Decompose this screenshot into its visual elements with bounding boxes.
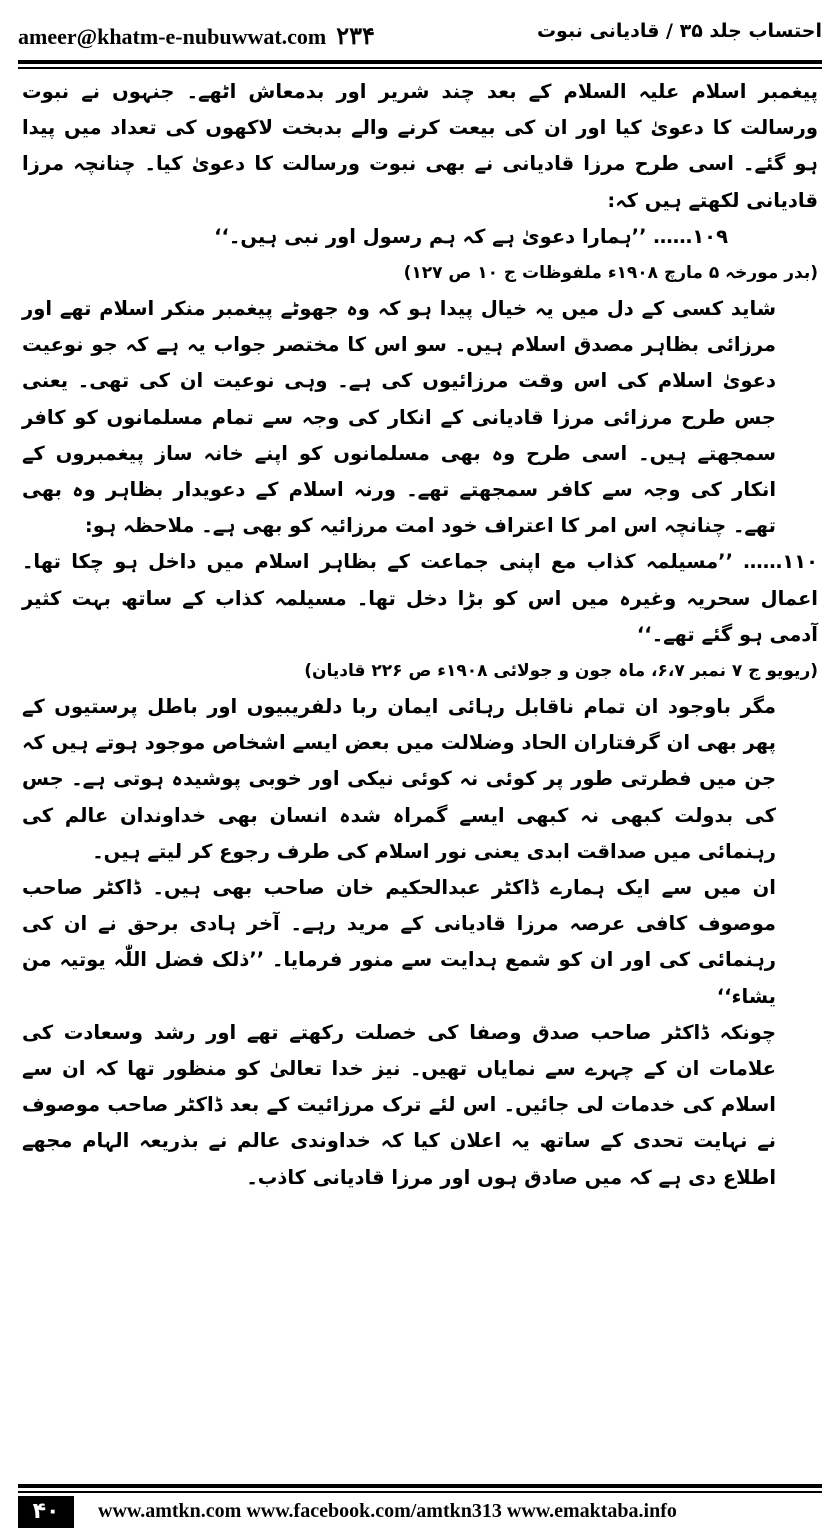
reference-1: (بدر مورخہ ۵ مارچ ۱۹۰۸ء ملفوظات ج ۱۰ ص ۱۲۷) (403, 263, 818, 284)
page-body (22, 74, 818, 1196)
header-rule-thin (18, 67, 822, 69)
footer-page-badge: ۴۰ (18, 1496, 74, 1528)
header-email: ameer@khatm-e-nubuwwat.com (18, 24, 327, 49)
header-title: احتساب جلد ۳۵ / قادیانی نبوت (536, 20, 822, 42)
quote-110: ۱۱۰…… ’’مسیلمہ کذاب مع اپنی جماعت کے بظاہر اسلام میں داخل ہو چکا تھا۔ اعمال سحریہ وغیرہ میں اس کو بڑا دخل تھا۔ مسیلمہ کذاب کے ساتھ بہت کثیر آدمی ہو گئے تھے۔‘‘ (22, 550, 818, 646)
paragraph-4: ان میں سے ایک ہمارے ڈاکٹر عبدالحکیم خان صاحب بھی ہیں۔ ڈاکٹر صاحب موصوف کافی عرصہ مرزا قادیانی کے مرید رہے۔ آخر ہادی برحق نے ان کی رہنمائی کی اور ان کو شمع ہدایت سے منور فرمایا۔ ’’ذلک فضل اللّٰہ یوتیہ من یشاء‘‘ (22, 876, 776, 1008)
reference-2: (ریویو ج ۷ نمبر ۶،۷، ماہ جون و جولائی ۱۹۰۸ء ص ۲۲۶ قادیان) (304, 661, 818, 682)
paragraph-3: مگر باوجود ان تمام ناقابل رہائی ایمان ربا دلفریبیوں اور باطل پرستیوں کے پھر بھی ان گرفتاران الحاد وضلالت میں بعض ایسے اشخاص موجود ہوتے ہیں کہ جن میں فطرتی طور پر کوئی نہ کوئی نیکی اور خوبی پوشیدہ ہوتی ہے۔ جس کی بدولت کبھی نہ کبھی ایسے گمراہ شدہ انسان بھی خداوندان عالم کی رہنمائی میں صداقت ابدی یعنی نور اسلام کی طرف رجوع کر لیتے ہیں۔ (22, 695, 776, 863)
header-rule-thick (18, 60, 822, 64)
paragraph-2: شاید کسی کے دل میں یہ خیال پیدا ہو کہ وہ جھوٹے پیغمبر منکر اسلام تھے اور مرزائی بظاہر مصدق اسلام ہیں۔ سو اس کا مختصر جواب یہ ہے کہ جو نوعیت دعویٰ اسلام کی اس وقت مرزائیوں کی ہے۔ وہی نوعیت ان کی تھی۔ یعنی جس طرح مرزائی مرزا قادیانی کے انکار کی وجہ سے تمام مسلمانوں کو کافر سمجھتے ہیں۔ اسی طرح وہ بھی مسلمانوں کو اپنے خانہ ساز پیغمبروں کے انکار کی وجہ سے کافر سمجھتے تھے۔ ورنہ اسلام کے دعویدار بظاہر وہ بھی تھے۔ چنانچہ اس امر کا اعتراف خود امت مرزائیہ کو بھی ہے۔ ملاحظہ ہو: (22, 297, 776, 538)
quote-109: ۱۰۹…… ’’ہمارا دعویٰ ہے کہ ہم رسول اور نبی ہیں۔‘‘ (214, 224, 728, 248)
footer-rule-thick (18, 1484, 822, 1488)
footer-links: www.amtkn.com www.facebook.com/amtkn313 www.emaktaba.info (98, 1500, 677, 1522)
page-footer (18, 1484, 822, 1530)
paragraph-5: چونکہ ڈاکٹر صاحب صدق وصفا کی خصلت رکھتے تھے اور رشد وسعادت کی علامات ان کے چہرے سے نمایاں تھیں۔ نیز خدا تعالیٰ کو منظور تھا کہ ان سے اسلام کی خدمات لی جائیں۔ اس لئے ترک مرزائیت کے بعد ڈاکٹر صاحب موصوف نے نہایت تحدی کے ساتھ یہ اعلان کیا کہ خداوندی عالم نے بذریعہ الہام مجھے اطلاع دی ہے کہ میں صادق ہوں اور مرزا قادیانی کاذب۔ (22, 1020, 776, 1189)
header-left (18, 22, 375, 51)
page-header (18, 14, 822, 54)
header-page-number: ۲۳۴ (336, 24, 375, 50)
paragraph-1: پیغمبر اسلام علیہ السلام کے بعد چند شریر اور بدمعاش اٹھے۔ جنہوں نے نبوت ورسالت کا دعویٰ کیا اور ان کی بیعت کرنے والے بدبخت لاکھوں کی تعداد میں پیدا ہو گئے۔ اسی طرح مرزا قادیانی نے بھی نبوت ورسالت کا دعویٰ کیا۔ چنانچہ مرزا قادیانی لکھتے ہیں کہ: (22, 80, 818, 212)
footer-rule-thin (18, 1491, 822, 1493)
